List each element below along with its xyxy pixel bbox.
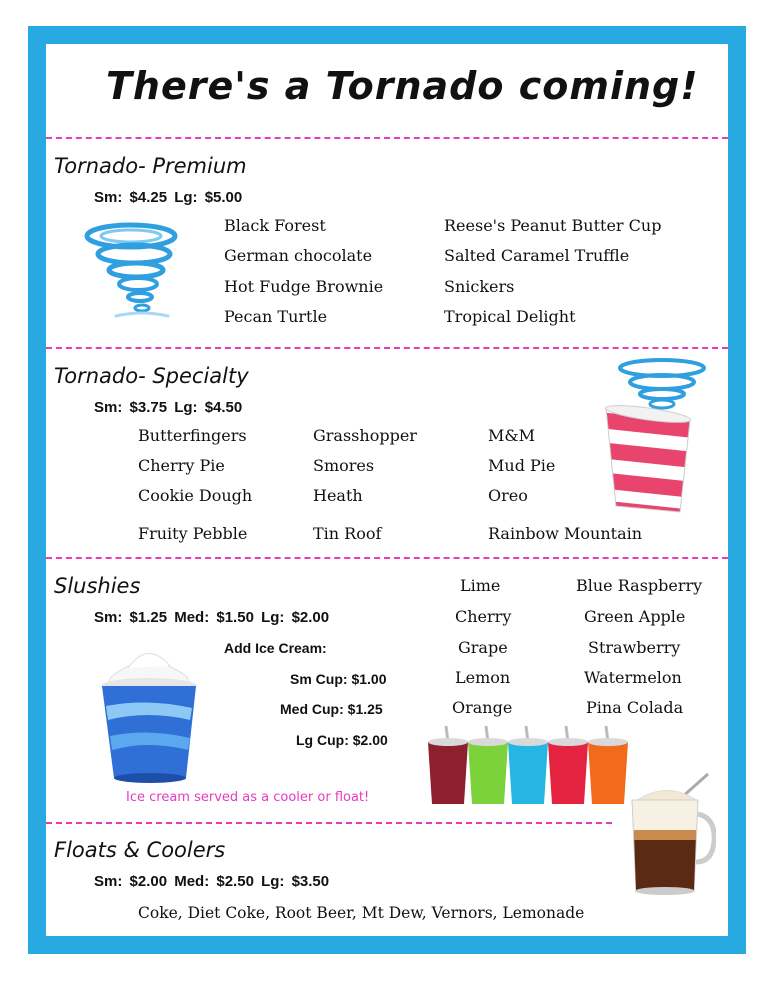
- slushies-heading: Slushies: [54, 574, 141, 598]
- slushie-flavor: Strawberry: [588, 638, 681, 657]
- slushie-flavor: Cherry: [455, 607, 512, 626]
- divider: [46, 137, 728, 139]
- specialty-heading: Tornado- Specialty: [54, 364, 249, 388]
- premium-item: Tropical Delight: [444, 307, 576, 326]
- slushies-prices: Sm: $1.25 Med: $1.50 Lg: $2.00: [94, 609, 330, 626]
- specialty-item: Grasshopper: [313, 426, 417, 445]
- root-beer-float-icon: [626, 770, 716, 900]
- specialty-item: M&M: [488, 426, 536, 445]
- tornado-icon: [76, 220, 186, 324]
- premium-prices: Sm: $4.25 Lg: $5.00: [94, 189, 243, 206]
- specialty-item: Butterfingers: [138, 426, 247, 445]
- divider: [46, 347, 728, 349]
- page-title: There's a Tornado coming!: [106, 64, 699, 108]
- floats-drinks: Coke, Diet Coke, Root Beer, Mt Dew, Vernors, Lemonade: [138, 904, 585, 922]
- premium-item: Hot Fudge Brownie: [224, 277, 384, 296]
- divider: [46, 822, 612, 824]
- specialty-item: Cookie Dough: [138, 486, 253, 505]
- ice-cream-note: Ice cream served as a cooler or float!: [126, 790, 370, 805]
- floats-prices: Sm: $2.00 Med: $2.50 Lg: $3.50: [94, 873, 330, 890]
- slushie-flavor: Pina Colada: [586, 698, 684, 717]
- specialty-item: Tin Roof: [313, 524, 382, 543]
- premium-heading: Tornado- Premium: [54, 154, 247, 178]
- slushie-flavor: Blue Raspberry: [576, 576, 703, 595]
- slushie-flavor: Lemon: [455, 668, 511, 687]
- premium-item: German chocolate: [224, 246, 373, 265]
- specialty-item: Rainbow Mountain: [488, 524, 643, 543]
- specialty-item: Smores: [313, 456, 375, 475]
- slushie-flavor: Green Apple: [584, 607, 686, 626]
- divider: [46, 557, 728, 559]
- striped-cup-tornado-icon: [600, 356, 712, 516]
- slushie-flavor: Lime: [460, 576, 501, 595]
- slushie-cups-icon: [424, 724, 630, 810]
- specialty-item: Cherry Pie: [138, 456, 225, 475]
- slushie-flavor: Grape: [458, 638, 508, 657]
- add-ice-cream-label: Add Ice Cream:: [224, 640, 327, 656]
- floats-heading: Floats & Coolers: [54, 838, 226, 862]
- premium-item: Pecan Turtle: [224, 307, 328, 326]
- cup-price: Sm Cup: $1.00: [290, 671, 387, 687]
- slushie-flavor: Watermelon: [584, 668, 682, 687]
- specialty-item: Oreo: [488, 486, 528, 505]
- premium-item: Black Forest: [224, 216, 326, 235]
- premium-item: Snickers: [444, 277, 515, 296]
- ice-cream-slush-icon: [98, 640, 200, 784]
- specialty-item: Mud Pie: [488, 456, 556, 475]
- specialty-item: Fruity Pebble: [138, 524, 248, 543]
- premium-item: Reese's Peanut Butter Cup: [444, 216, 662, 235]
- premium-item: Salted Caramel Truffle: [444, 246, 630, 265]
- slushie-flavor: Orange: [452, 698, 513, 717]
- specialty-prices: Sm: $3.75 Lg: $4.50: [94, 399, 243, 416]
- cup-price: Med Cup: $1.25: [280, 701, 383, 717]
- cup-price: Lg Cup: $2.00: [296, 732, 388, 748]
- specialty-item: Heath: [313, 486, 363, 505]
